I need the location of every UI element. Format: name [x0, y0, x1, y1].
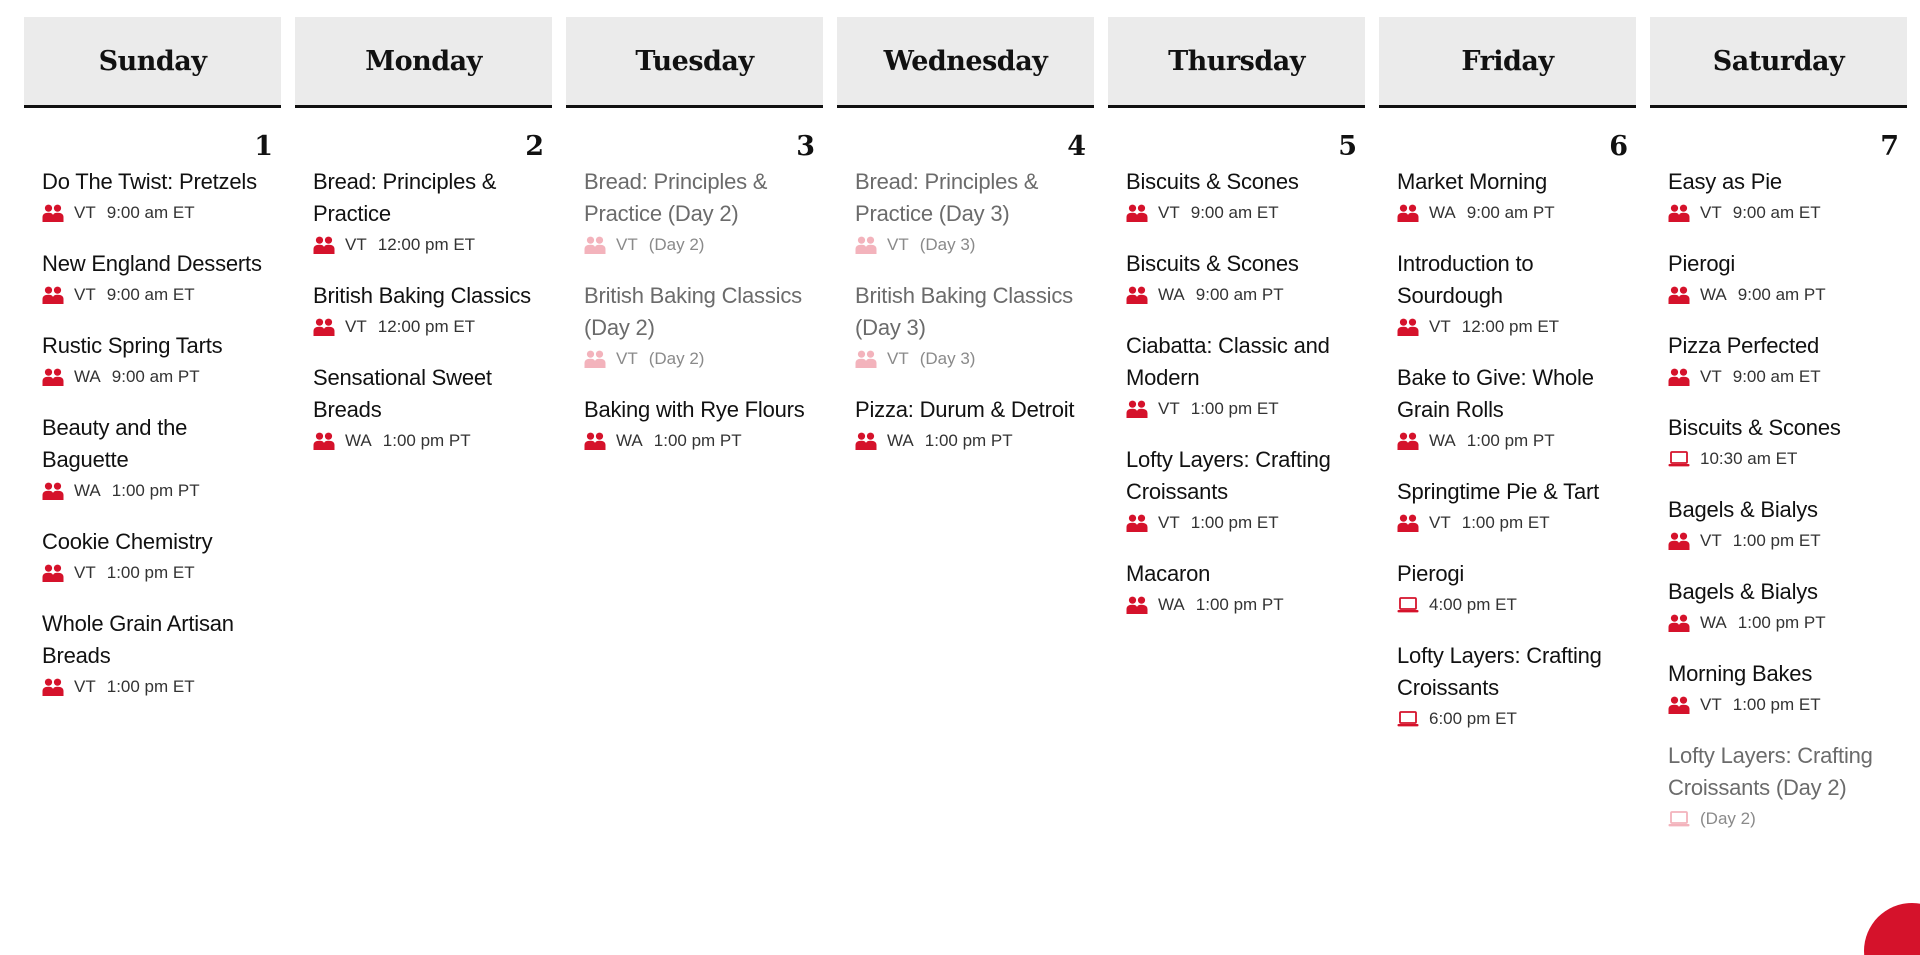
event-time: 1:00 pm PT [111, 481, 200, 500]
day-column-wednesday [837, 17, 1094, 854]
event-title-link[interactable]: Lofty Layers: Crafting Croissants [1397, 643, 1602, 700]
in-person-icon [1126, 204, 1148, 222]
event-item[interactable] [1668, 576, 1891, 635]
date-number: 2 [525, 131, 544, 162]
event-time: (Day 2) [648, 235, 705, 254]
day-column-friday [1379, 17, 1636, 854]
event-item[interactable] [1126, 558, 1349, 617]
event-meta [1668, 365, 1891, 389]
event-meta [42, 365, 265, 389]
event-list [1379, 166, 1636, 731]
event-time: 12:00 pm ET [1461, 317, 1560, 336]
in-person-icon [1397, 318, 1419, 336]
event-title-link[interactable]: British Baking Classics (Day 3) [855, 283, 1073, 340]
event-item[interactable] [855, 280, 1078, 371]
event-location: VT [1700, 367, 1722, 386]
event-location: VT [1700, 531, 1722, 550]
event-time: 9:00 am PT [1195, 285, 1284, 304]
online-laptop-icon [1668, 810, 1690, 828]
in-person-icon [42, 564, 64, 582]
event-title-link[interactable]: Cookie Chemistry [42, 529, 213, 554]
event-location: VT [616, 349, 638, 368]
event-time: 9:00 am ET [1732, 367, 1821, 386]
event-time: 1:00 pm ET [106, 563, 195, 582]
day-header-label: Wednesday [883, 45, 1048, 77]
event-list [837, 166, 1094, 453]
event-item[interactable] [855, 166, 1078, 257]
event-item[interactable] [42, 166, 265, 225]
event-title-link[interactable]: Pierogi [1397, 561, 1465, 586]
event-time: 9:00 am PT [1737, 285, 1826, 304]
day-header-label: Thursday [1168, 45, 1305, 77]
event-title-link[interactable]: Bagels & Bialys [1668, 497, 1818, 522]
date-number: 3 [796, 131, 815, 162]
event-meta [1397, 593, 1620, 617]
event-title-link[interactable]: Pizza Perfected [1668, 333, 1820, 358]
event-time: (Day 3) [919, 349, 976, 368]
event-meta [313, 233, 536, 257]
event-item[interactable] [1126, 444, 1349, 535]
event-title-link[interactable]: Ciabatta: Classic and Modern [1126, 333, 1330, 390]
event-title-link[interactable]: Morning Bakes [1668, 661, 1813, 686]
event-time: 1:00 pm ET [1461, 513, 1550, 532]
event-title-link[interactable]: Bread: Principles & Practice (Day 3) [855, 169, 1039, 226]
in-person-icon [42, 482, 64, 500]
event-title-link[interactable]: Biscuits & Scones [1126, 169, 1299, 194]
event-location: VT [74, 677, 96, 696]
in-person-icon [1668, 696, 1690, 714]
day-header [1650, 17, 1907, 108]
event-meta [42, 675, 265, 699]
event-meta [1126, 283, 1349, 307]
day-header-label: Saturday [1712, 45, 1845, 77]
event-title-link[interactable]: Springtime Pie & Tart [1397, 479, 1600, 504]
event-title-link[interactable]: Market Morning [1397, 169, 1548, 194]
event-location: VT [1700, 203, 1722, 222]
event-meta [1397, 511, 1620, 535]
event-meta [42, 561, 265, 585]
in-person-icon [1126, 514, 1148, 532]
event-item[interactable] [584, 166, 807, 257]
event-meta [313, 429, 536, 453]
event-title-link[interactable]: Whole Grain Artisan Breads [42, 611, 234, 668]
online-laptop-icon [1668, 450, 1690, 468]
event-location: WA [1700, 285, 1727, 304]
event-title-link[interactable]: Biscuits & Scones [1126, 251, 1299, 276]
event-title-link[interactable]: Lofty Layers: Crafting Croissants [1126, 447, 1331, 504]
event-time: 1:00 pm PT [1466, 431, 1555, 450]
in-person-icon [1397, 204, 1419, 222]
event-location: VT [74, 563, 96, 582]
event-time: 4:00 pm ET [1429, 595, 1517, 614]
date-number: 1 [254, 131, 273, 162]
in-person-icon [584, 350, 606, 368]
event-location: WA [1158, 285, 1185, 304]
event-time: 1:00 pm ET [1732, 531, 1821, 550]
event-location: VT [1429, 317, 1451, 336]
in-person-icon [1126, 400, 1148, 418]
event-time: (Day 2) [1700, 809, 1756, 828]
event-title-link[interactable]: Bagels & Bialys [1668, 579, 1818, 604]
event-item[interactable] [584, 280, 807, 371]
event-meta [1668, 529, 1891, 553]
in-person-icon [855, 432, 877, 450]
event-time: 1:00 pm PT [382, 431, 471, 450]
day-header [837, 17, 1094, 108]
event-location: VT [1429, 513, 1451, 532]
event-item[interactable] [1668, 412, 1891, 471]
event-location: VT [1700, 695, 1722, 714]
in-person-icon [42, 678, 64, 696]
event-location: VT [74, 285, 96, 304]
in-person-icon [1397, 432, 1419, 450]
day-header [1108, 17, 1365, 108]
date-number: 6 [1609, 131, 1628, 162]
event-time: 1:00 pm PT [924, 431, 1013, 450]
in-person-icon [1668, 614, 1690, 632]
chat-widget-button[interactable] [1864, 903, 1920, 955]
event-time: 1:00 pm ET [1190, 399, 1279, 418]
event-title-link[interactable]: Do The Twist: Pretzels [42, 169, 257, 194]
event-title-link[interactable]: Pizza: Durum & Detroit [855, 397, 1075, 422]
event-meta [855, 429, 1078, 453]
event-item[interactable] [42, 248, 265, 307]
event-item[interactable] [42, 412, 265, 503]
event-title-link[interactable]: New England Desserts [42, 251, 262, 276]
event-item[interactable] [1126, 248, 1349, 307]
event-meta [855, 233, 1078, 257]
event-item[interactable] [1397, 248, 1620, 339]
event-location: WA [1700, 613, 1727, 632]
event-meta [584, 347, 807, 371]
event-item[interactable] [1397, 362, 1620, 453]
event-location: VT [345, 235, 367, 254]
event-meta [1397, 429, 1620, 453]
event-title-link[interactable]: Rustic Spring Tarts [42, 333, 223, 358]
event-meta [1668, 201, 1891, 225]
event-item[interactable] [855, 394, 1078, 453]
event-time: 9:00 am PT [111, 367, 200, 386]
event-title-link[interactable]: Pierogi [1668, 251, 1736, 276]
event-title-link[interactable]: Easy as Pie [1668, 169, 1782, 194]
event-time: 12:00 pm ET [377, 317, 476, 336]
event-title-link[interactable]: British Baking Classics (Day 2) [584, 283, 802, 340]
event-list [24, 166, 281, 699]
event-location: WA [616, 431, 643, 450]
event-location: VT [1158, 399, 1180, 418]
day-header-label: Friday [1461, 45, 1554, 77]
in-person-icon [313, 432, 335, 450]
in-person-icon [1668, 286, 1690, 304]
event-meta [584, 233, 807, 257]
event-title-link[interactable]: Sensational Sweet Breads [313, 365, 492, 422]
event-meta [1668, 693, 1891, 717]
event-item[interactable] [1668, 658, 1891, 717]
date-number: 5 [1338, 131, 1357, 162]
event-time: (Day 3) [919, 235, 976, 254]
event-meta [42, 201, 265, 225]
event-location: VT [887, 349, 909, 368]
event-item[interactable] [1397, 558, 1620, 617]
event-meta [1668, 611, 1891, 635]
event-location: WA [1429, 203, 1456, 222]
day-header [295, 17, 552, 108]
event-item[interactable] [1668, 740, 1891, 831]
event-item[interactable] [1397, 476, 1620, 535]
online-laptop-icon [1397, 596, 1419, 614]
in-person-icon [42, 204, 64, 222]
event-title-link[interactable]: Biscuits & Scones [1668, 415, 1841, 440]
event-location: VT [1158, 513, 1180, 532]
event-title-link[interactable]: Bread: Principles & Practice [313, 169, 497, 226]
event-location: VT [345, 317, 367, 336]
event-location: VT [616, 235, 638, 254]
event-location: WA [74, 367, 101, 386]
online-laptop-icon [1397, 710, 1419, 728]
event-item[interactable] [313, 280, 536, 339]
event-title-link[interactable]: Introduction to Sourdough [1397, 251, 1534, 308]
event-title-link[interactable]: Baking with Rye Flours [584, 397, 805, 422]
event-meta [42, 283, 265, 307]
day-column-thursday [1108, 17, 1365, 854]
event-item[interactable] [42, 608, 265, 699]
event-time: 1:00 pm PT [653, 431, 742, 450]
event-list [295, 166, 552, 453]
in-person-icon [584, 236, 606, 254]
event-meta [1397, 315, 1620, 339]
event-time: (Day 2) [648, 349, 705, 368]
day-column-sunday [24, 17, 281, 854]
day-column-monday [295, 17, 552, 854]
event-item[interactable] [1397, 166, 1620, 225]
event-location: VT [1158, 203, 1180, 222]
in-person-icon [1126, 286, 1148, 304]
day-header-label: Monday [365, 45, 482, 77]
event-location: WA [345, 431, 372, 450]
event-location: WA [1429, 431, 1456, 450]
event-meta [584, 429, 807, 453]
event-location: VT [887, 235, 909, 254]
event-time: 9:00 am ET [106, 285, 195, 304]
event-item[interactable] [313, 166, 536, 257]
in-person-icon [584, 432, 606, 450]
event-list [1650, 166, 1907, 831]
in-person-icon [1668, 204, 1690, 222]
event-meta [1668, 283, 1891, 307]
event-time: 10:30 am ET [1700, 449, 1798, 468]
event-time: 1:00 pm ET [106, 677, 195, 696]
event-meta [1668, 807, 1891, 831]
event-item[interactable] [1668, 494, 1891, 553]
event-item[interactable] [584, 394, 807, 453]
event-meta [1126, 397, 1349, 421]
in-person-icon [1126, 596, 1148, 614]
event-item[interactable] [1668, 330, 1891, 389]
event-item[interactable] [1668, 166, 1891, 225]
event-title-link[interactable]: British Baking Classics [313, 283, 531, 308]
event-item[interactable] [1397, 640, 1620, 731]
day-header [566, 17, 823, 108]
event-title-link[interactable]: Macaron [1126, 561, 1211, 586]
event-meta [1397, 707, 1620, 731]
date-number: 7 [1880, 131, 1899, 162]
event-meta [1126, 593, 1349, 617]
event-title-link[interactable]: Lofty Layers: Crafting Croissants (Day 2) [1668, 743, 1873, 800]
event-item[interactable] [313, 362, 536, 453]
event-list [1108, 166, 1365, 617]
day-header [1379, 17, 1636, 108]
day-column-saturday [1650, 17, 1907, 854]
day-column-tuesday [566, 17, 823, 854]
in-person-icon [1668, 532, 1690, 550]
event-item[interactable] [42, 330, 265, 389]
event-meta [313, 315, 536, 339]
event-title-link[interactable]: Bake to Give: Whole Grain Rolls [1397, 365, 1594, 422]
event-item[interactable] [42, 526, 265, 585]
event-time: 1:00 pm ET [1732, 695, 1821, 714]
event-time: 1:00 pm PT [1737, 613, 1826, 632]
event-item[interactable] [1126, 330, 1349, 421]
day-header-label: Tuesday [635, 45, 754, 77]
in-person-icon [42, 286, 64, 304]
in-person-icon [1397, 514, 1419, 532]
event-meta [1126, 201, 1349, 225]
event-title-link[interactable]: Bread: Principles & Practice (Day 2) [584, 169, 768, 226]
event-time: 6:00 pm ET [1429, 709, 1517, 728]
event-time: 9:00 am PT [1466, 203, 1555, 222]
event-meta [42, 479, 265, 503]
day-header-label: Sunday [98, 45, 207, 77]
event-title-link[interactable]: Beauty and the Baguette [42, 415, 188, 472]
in-person-icon [42, 368, 64, 386]
date-number: 4 [1067, 131, 1086, 162]
event-time: 9:00 am ET [106, 203, 195, 222]
event-meta [1397, 201, 1620, 225]
event-list [566, 166, 823, 453]
in-person-icon [1668, 368, 1690, 386]
in-person-icon [313, 318, 335, 336]
calendar-week-grid [24, 17, 1909, 854]
in-person-icon [855, 350, 877, 368]
event-location: WA [887, 431, 914, 450]
event-time: 9:00 am ET [1732, 203, 1821, 222]
event-meta [855, 347, 1078, 371]
event-meta [1126, 511, 1349, 535]
event-time: 1:00 pm PT [1195, 595, 1284, 614]
event-location: WA [74, 481, 101, 500]
event-time: 12:00 pm ET [377, 235, 476, 254]
day-header [24, 17, 281, 108]
event-location: WA [1158, 595, 1185, 614]
event-item[interactable] [1126, 166, 1349, 225]
event-time: 1:00 pm ET [1190, 513, 1279, 532]
event-item[interactable] [1668, 248, 1891, 307]
event-location: VT [74, 203, 96, 222]
event-meta [1668, 447, 1891, 471]
in-person-icon [313, 236, 335, 254]
event-time: 9:00 am ET [1190, 203, 1279, 222]
in-person-icon [855, 236, 877, 254]
